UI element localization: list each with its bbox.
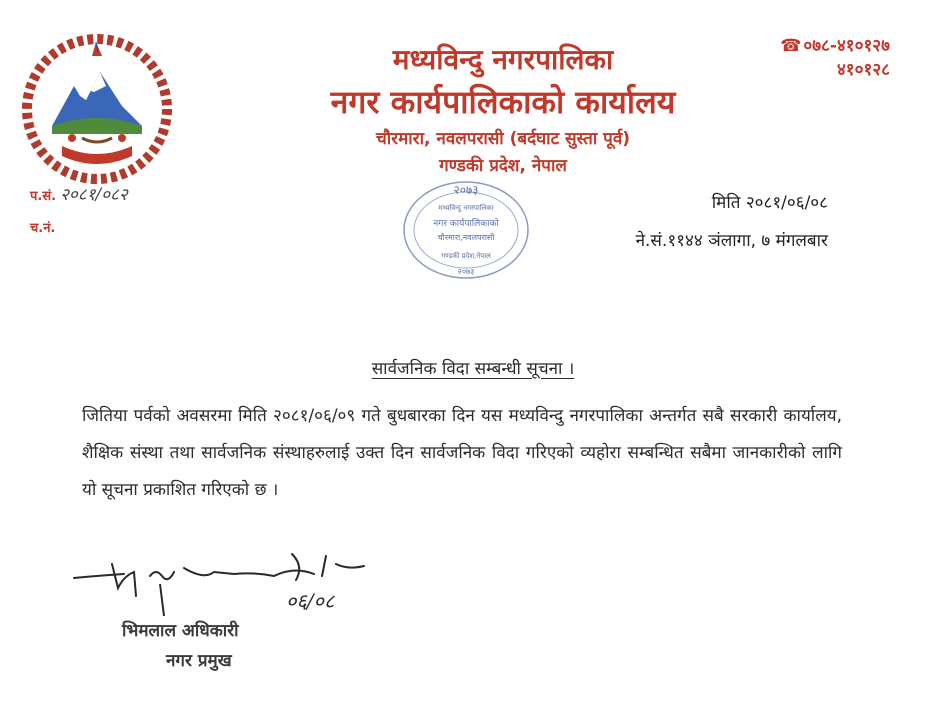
patra-sankhya — [30, 182, 128, 205]
phone-line-1 — [780, 34, 890, 58]
signatory-title: नगर प्रमुख — [166, 651, 232, 671]
municipality-name: मध्यविन्दु नगरपालिका — [392, 43, 614, 76]
notice-subject — [0, 356, 946, 379]
telephone-icon: ☎ — [780, 36, 802, 56]
handwritten-signature — [64, 536, 404, 626]
signatory-name: भिमलाल अधिकारी — [122, 621, 239, 641]
patra-value: २०८१/०८२ — [60, 185, 128, 205]
stamp-line-2: चौरमारा,नवलपरासी — [437, 233, 495, 242]
phone-number-1: ०७८-४१०१२७ — [803, 36, 890, 56]
chalani-number-label: च.नं. — [30, 221, 56, 236]
stamp-ring-text: मध्यविन्दु नगरपालिका — [438, 204, 494, 212]
phone-number-2: ४१०१२८ — [836, 60, 890, 80]
signature-date: ०६/०८ — [286, 589, 335, 613]
notice-subject-text: सार्वजनिक विदा सम्बन्धी सूचना । — [371, 359, 575, 379]
office-name: नगर कार्यपालिकाको कार्यालय — [330, 83, 676, 121]
notice-date: मिति २०८१/०६/०८ — [711, 193, 828, 213]
office-province: गण्डकी प्रदेश, नेपाल — [439, 156, 567, 176]
stamp-line-3: गण्डकी प्रदेश,नेपाल — [441, 252, 491, 260]
stamp-line-1: नगर कार्यपालिकाको — [433, 219, 499, 229]
stamp-year-top: २०७३ — [453, 183, 479, 197]
patra-label: प.सं. — [30, 189, 57, 204]
stamp-year-bottom: २०७३ — [457, 267, 475, 276]
office-stamp — [396, 170, 536, 285]
notice-body: जितिया पर्वको अवसरमा मिति २०८१/०६/०९ गते बुधबारका दिन यस मध्यविन्दु नगरपालिका अन्तर्गत सबै सरकारी कार्यालय, शैक्षिक संस्था तथा सार्वजनिक संस्थाहरुलाई उक्त दिन सार्वजनिक विदा गरिएको व्यहोरा सम्बन्धित सबैमा जानकारीको लागि यो सूचना प्रकाशित गरिएको छ । — [82, 406, 842, 500]
phone-block — [780, 34, 890, 82]
nepal-sambat-date: ने.सं.११४४ ञंलागा, ७ मंगलबार — [635, 231, 828, 251]
office-address: चौरमारा, नवलपरासी (बर्दघाट सुस्ता पूर्व) — [375, 129, 631, 149]
